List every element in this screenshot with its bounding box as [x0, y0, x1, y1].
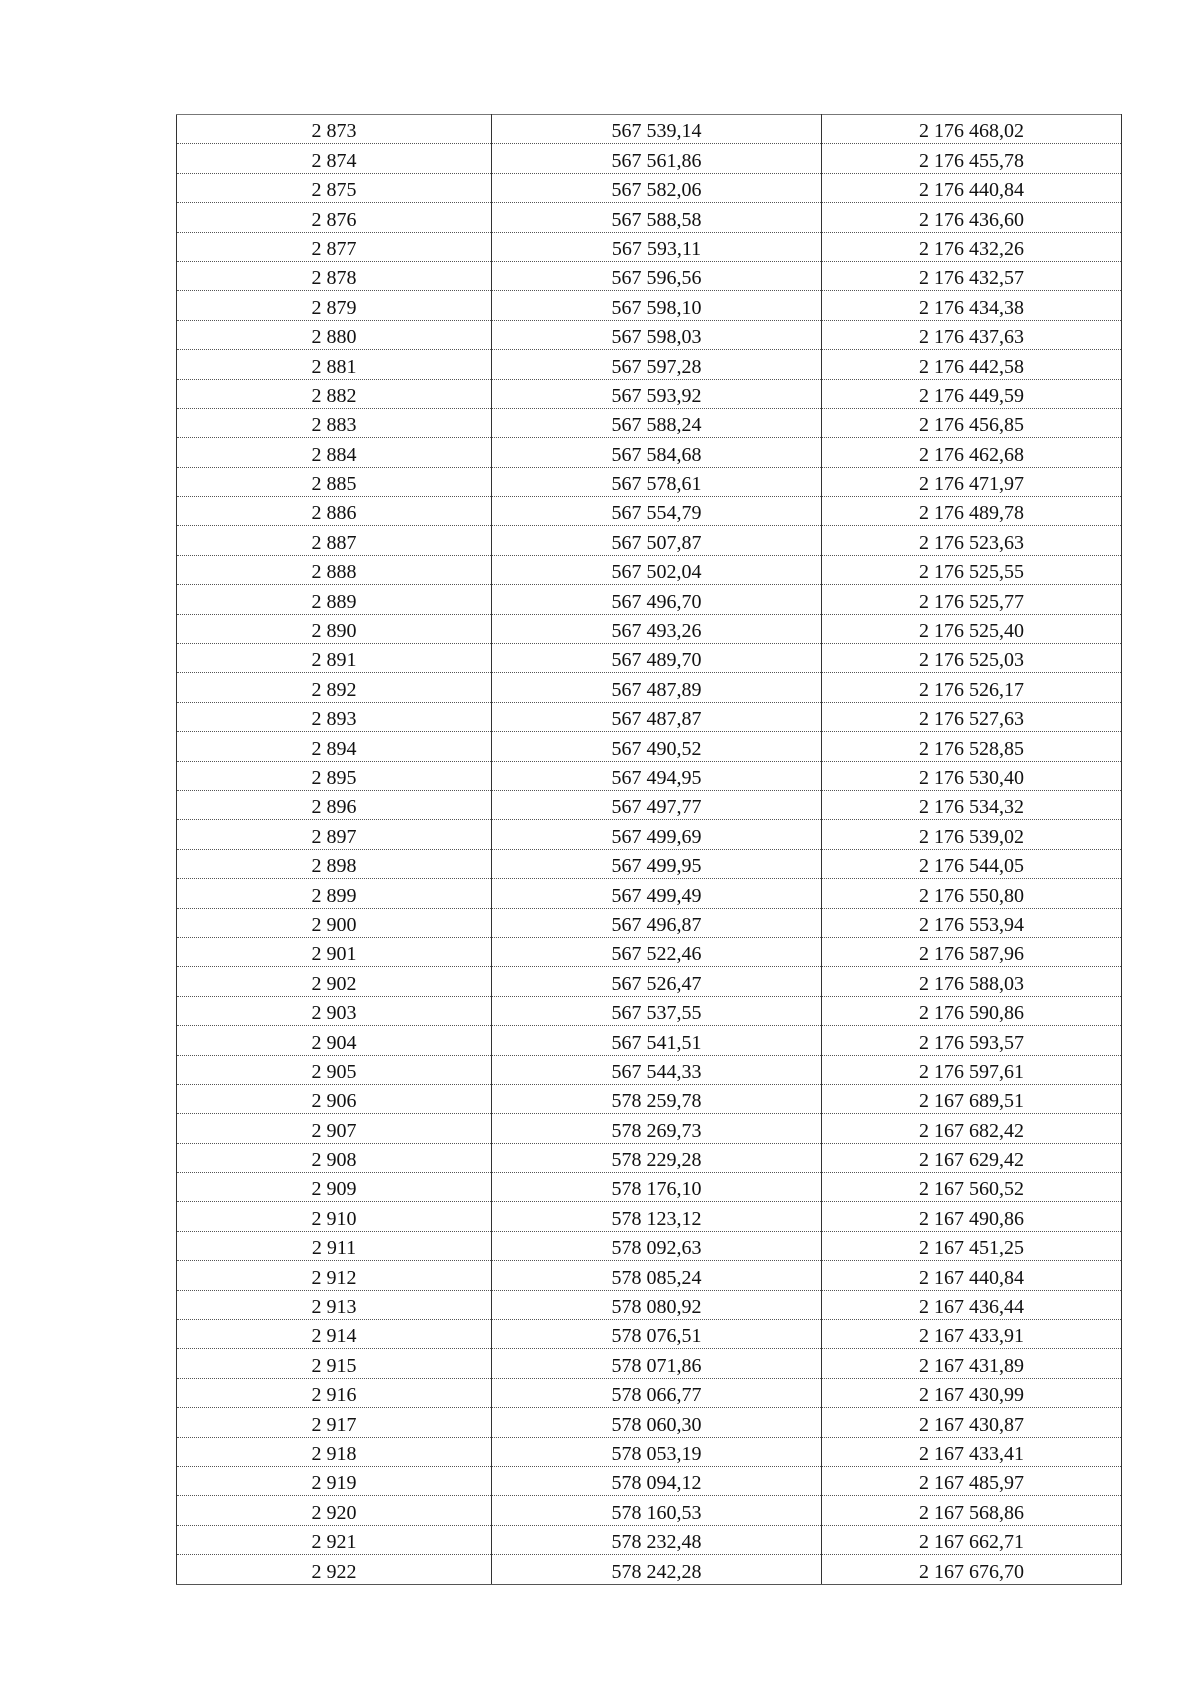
y-coordinate-cell: 2 167 676,70	[822, 1555, 1122, 1584]
table-row	[177, 908, 1122, 937]
point-number-cell: 2 878	[177, 261, 492, 290]
table-row	[177, 555, 1122, 584]
y-coordinate-cell: 2 176 587,96	[822, 937, 1122, 966]
y-coordinate-cell: 2 167 682,42	[822, 1114, 1122, 1143]
y-coordinate-cell: 2 176 525,77	[822, 585, 1122, 614]
y-coordinate-cell: 2 176 436,60	[822, 203, 1122, 232]
point-number-cell: 2 900	[177, 908, 492, 937]
y-coordinate-cell: 2 176 434,38	[822, 291, 1122, 320]
point-number-cell: 2 884	[177, 438, 492, 467]
table-row	[177, 614, 1122, 643]
table-row	[177, 203, 1122, 232]
y-coordinate-cell: 2 167 430,87	[822, 1408, 1122, 1437]
point-number-cell: 2 896	[177, 790, 492, 819]
y-coordinate-cell: 2 176 523,63	[822, 526, 1122, 555]
x-coordinate-cell: 567 578,61	[492, 467, 822, 496]
table-row	[177, 1173, 1122, 1202]
table-row	[177, 408, 1122, 437]
point-number-cell: 2 911	[177, 1231, 492, 1260]
point-number-cell: 2 907	[177, 1114, 492, 1143]
point-number-cell: 2 886	[177, 497, 492, 526]
point-number-cell: 2 918	[177, 1437, 492, 1466]
table-row	[177, 790, 1122, 819]
table-row	[177, 1320, 1122, 1349]
point-number-cell: 2 885	[177, 467, 492, 496]
coordinates-table	[176, 114, 1122, 1585]
table-row	[177, 526, 1122, 555]
y-coordinate-cell: 2 176 527,63	[822, 702, 1122, 731]
x-coordinate-cell: 578 229,28	[492, 1143, 822, 1172]
x-coordinate-cell: 578 085,24	[492, 1261, 822, 1290]
x-coordinate-cell: 567 502,04	[492, 555, 822, 584]
point-number-cell: 2 897	[177, 820, 492, 849]
x-coordinate-cell: 578 160,53	[492, 1496, 822, 1525]
y-coordinate-cell: 2 167 436,44	[822, 1290, 1122, 1319]
x-coordinate-cell: 578 076,51	[492, 1320, 822, 1349]
y-coordinate-cell: 2 176 525,55	[822, 555, 1122, 584]
x-coordinate-cell: 578 123,12	[492, 1202, 822, 1231]
point-number-cell: 2 879	[177, 291, 492, 320]
point-number-cell: 2 892	[177, 673, 492, 702]
y-coordinate-cell: 2 167 451,25	[822, 1231, 1122, 1260]
table-row	[177, 1231, 1122, 1260]
point-number-cell: 2 913	[177, 1290, 492, 1319]
point-number-cell: 2 909	[177, 1173, 492, 1202]
table-row	[177, 1408, 1122, 1437]
coordinates-table-body	[177, 115, 1122, 1585]
point-number-cell: 2 908	[177, 1143, 492, 1172]
x-coordinate-cell: 567 593,11	[492, 232, 822, 261]
x-coordinate-cell: 578 053,19	[492, 1437, 822, 1466]
x-coordinate-cell: 567 584,68	[492, 438, 822, 467]
x-coordinate-cell: 567 598,03	[492, 320, 822, 349]
y-coordinate-cell: 2 176 588,03	[822, 967, 1122, 996]
table-row	[177, 467, 1122, 496]
y-coordinate-cell: 2 167 629,42	[822, 1143, 1122, 1172]
x-coordinate-cell: 567 487,87	[492, 702, 822, 731]
x-coordinate-cell: 567 596,56	[492, 261, 822, 290]
point-number-cell: 2 895	[177, 761, 492, 790]
point-number-cell: 2 889	[177, 585, 492, 614]
table-row	[177, 1202, 1122, 1231]
point-number-cell: 2 888	[177, 555, 492, 584]
point-number-cell: 2 920	[177, 1496, 492, 1525]
y-coordinate-cell: 2 167 485,97	[822, 1466, 1122, 1495]
y-coordinate-cell: 2 176 456,85	[822, 408, 1122, 437]
table-row	[177, 1143, 1122, 1172]
table-row	[177, 1496, 1122, 1525]
x-coordinate-cell: 567 494,95	[492, 761, 822, 790]
x-coordinate-cell: 567 537,55	[492, 996, 822, 1025]
table-row	[177, 1084, 1122, 1113]
x-coordinate-cell: 578 071,86	[492, 1349, 822, 1378]
table-row	[177, 144, 1122, 173]
x-coordinate-cell: 567 539,14	[492, 115, 822, 144]
table-row	[177, 644, 1122, 673]
point-number-cell: 2 877	[177, 232, 492, 261]
x-coordinate-cell: 578 080,92	[492, 1290, 822, 1319]
x-coordinate-cell: 578 066,77	[492, 1378, 822, 1407]
x-coordinate-cell: 578 060,30	[492, 1408, 822, 1437]
x-coordinate-cell: 567 496,87	[492, 908, 822, 937]
x-coordinate-cell: 578 269,73	[492, 1114, 822, 1143]
x-coordinate-cell: 567 507,87	[492, 526, 822, 555]
point-number-cell: 2 910	[177, 1202, 492, 1231]
point-number-cell: 2 876	[177, 203, 492, 232]
table-row	[177, 702, 1122, 731]
y-coordinate-cell: 2 176 530,40	[822, 761, 1122, 790]
point-number-cell: 2 919	[177, 1466, 492, 1495]
x-coordinate-cell: 567 582,06	[492, 173, 822, 202]
table-row	[177, 173, 1122, 202]
x-coordinate-cell: 567 588,24	[492, 408, 822, 437]
point-number-cell: 2 914	[177, 1320, 492, 1349]
point-number-cell: 2 904	[177, 1026, 492, 1055]
point-number-cell: 2 901	[177, 937, 492, 966]
table-row	[177, 761, 1122, 790]
point-number-cell: 2 873	[177, 115, 492, 144]
y-coordinate-cell: 2 176 432,57	[822, 261, 1122, 290]
table-row	[177, 879, 1122, 908]
point-number-cell: 2 916	[177, 1378, 492, 1407]
point-number-cell: 2 874	[177, 144, 492, 173]
table-row	[177, 1466, 1122, 1495]
point-number-cell: 2 903	[177, 996, 492, 1025]
y-coordinate-cell: 2 176 534,32	[822, 790, 1122, 819]
y-coordinate-cell: 2 176 462,68	[822, 438, 1122, 467]
y-coordinate-cell: 2 167 490,86	[822, 1202, 1122, 1231]
x-coordinate-cell: 567 499,69	[492, 820, 822, 849]
table-row	[177, 291, 1122, 320]
x-coordinate-cell: 578 092,63	[492, 1231, 822, 1260]
table-row	[177, 937, 1122, 966]
table-row	[177, 379, 1122, 408]
x-coordinate-cell: 567 554,79	[492, 497, 822, 526]
point-number-cell: 2 921	[177, 1525, 492, 1554]
x-coordinate-cell: 567 487,89	[492, 673, 822, 702]
table-row	[177, 1555, 1122, 1584]
point-number-cell: 2 882	[177, 379, 492, 408]
y-coordinate-cell: 2 176 526,17	[822, 673, 1122, 702]
table-row	[177, 967, 1122, 996]
y-coordinate-cell: 2 176 432,26	[822, 232, 1122, 261]
y-coordinate-cell: 2 167 430,99	[822, 1378, 1122, 1407]
x-coordinate-cell: 567 561,86	[492, 144, 822, 173]
x-coordinate-cell: 567 597,28	[492, 350, 822, 379]
y-coordinate-cell: 2 176 544,05	[822, 849, 1122, 878]
x-coordinate-cell: 567 598,10	[492, 291, 822, 320]
point-number-cell: 2 887	[177, 526, 492, 555]
y-coordinate-cell: 2 176 597,61	[822, 1055, 1122, 1084]
y-coordinate-cell: 2 167 440,84	[822, 1261, 1122, 1290]
y-coordinate-cell: 2 176 489,78	[822, 497, 1122, 526]
table-row	[177, 673, 1122, 702]
x-coordinate-cell: 567 490,52	[492, 732, 822, 761]
table-row	[177, 261, 1122, 290]
y-coordinate-cell: 2 167 433,91	[822, 1320, 1122, 1349]
y-coordinate-cell: 2 167 689,51	[822, 1084, 1122, 1113]
table-row	[177, 849, 1122, 878]
table-row	[177, 1290, 1122, 1319]
y-coordinate-cell: 2 167 568,86	[822, 1496, 1122, 1525]
y-coordinate-cell: 2 167 560,52	[822, 1173, 1122, 1202]
table-row	[177, 820, 1122, 849]
x-coordinate-cell: 567 593,92	[492, 379, 822, 408]
x-coordinate-cell: 567 497,77	[492, 790, 822, 819]
x-coordinate-cell: 567 522,46	[492, 937, 822, 966]
y-coordinate-cell: 2 176 539,02	[822, 820, 1122, 849]
table-row	[177, 1261, 1122, 1290]
table-row	[177, 320, 1122, 349]
x-coordinate-cell: 567 499,49	[492, 879, 822, 908]
x-coordinate-cell: 567 544,33	[492, 1055, 822, 1084]
y-coordinate-cell: 2 176 525,40	[822, 614, 1122, 643]
point-number-cell: 2 912	[177, 1261, 492, 1290]
x-coordinate-cell: 578 259,78	[492, 1084, 822, 1113]
y-coordinate-cell: 2 176 437,63	[822, 320, 1122, 349]
point-number-cell: 2 915	[177, 1349, 492, 1378]
x-coordinate-cell: 567 588,58	[492, 203, 822, 232]
table-row	[177, 996, 1122, 1025]
y-coordinate-cell: 2 176 468,02	[822, 115, 1122, 144]
x-coordinate-cell: 567 541,51	[492, 1026, 822, 1055]
y-coordinate-cell: 2 167 431,89	[822, 1349, 1122, 1378]
point-number-cell: 2 902	[177, 967, 492, 996]
table-row	[177, 438, 1122, 467]
y-coordinate-cell: 2 176 553,94	[822, 908, 1122, 937]
point-number-cell: 2 891	[177, 644, 492, 673]
point-number-cell: 2 898	[177, 849, 492, 878]
point-number-cell: 2 917	[177, 1408, 492, 1437]
y-coordinate-cell: 2 167 662,71	[822, 1525, 1122, 1554]
point-number-cell: 2 875	[177, 173, 492, 202]
x-coordinate-cell: 567 489,70	[492, 644, 822, 673]
table-row	[177, 585, 1122, 614]
y-coordinate-cell: 2 176 455,78	[822, 144, 1122, 173]
x-coordinate-cell: 567 493,26	[492, 614, 822, 643]
y-coordinate-cell: 2 176 525,03	[822, 644, 1122, 673]
y-coordinate-cell: 2 176 440,84	[822, 173, 1122, 202]
table-row	[177, 1349, 1122, 1378]
table-row	[177, 1055, 1122, 1084]
x-coordinate-cell: 567 526,47	[492, 967, 822, 996]
table-row	[177, 1525, 1122, 1554]
point-number-cell: 2 906	[177, 1084, 492, 1113]
y-coordinate-cell: 2 176 449,59	[822, 379, 1122, 408]
table-row	[177, 497, 1122, 526]
point-number-cell: 2 880	[177, 320, 492, 349]
point-number-cell: 2 881	[177, 350, 492, 379]
table-row	[177, 1114, 1122, 1143]
y-coordinate-cell: 2 167 433,41	[822, 1437, 1122, 1466]
point-number-cell: 2 899	[177, 879, 492, 908]
y-coordinate-cell: 2 176 471,97	[822, 467, 1122, 496]
table-row	[177, 1437, 1122, 1466]
point-number-cell: 2 883	[177, 408, 492, 437]
table-row	[177, 1026, 1122, 1055]
point-number-cell: 2 890	[177, 614, 492, 643]
x-coordinate-cell: 567 496,70	[492, 585, 822, 614]
x-coordinate-cell: 567 499,95	[492, 849, 822, 878]
table-row	[177, 115, 1122, 144]
x-coordinate-cell: 578 094,12	[492, 1466, 822, 1495]
point-number-cell: 2 893	[177, 702, 492, 731]
y-coordinate-cell: 2 176 442,58	[822, 350, 1122, 379]
x-coordinate-cell: 578 176,10	[492, 1173, 822, 1202]
y-coordinate-cell: 2 176 590,86	[822, 996, 1122, 1025]
x-coordinate-cell: 578 242,28	[492, 1555, 822, 1584]
x-coordinate-cell: 578 232,48	[492, 1525, 822, 1554]
table-row	[177, 1378, 1122, 1407]
table-row	[177, 350, 1122, 379]
point-number-cell: 2 905	[177, 1055, 492, 1084]
table-row	[177, 732, 1122, 761]
point-number-cell: 2 894	[177, 732, 492, 761]
y-coordinate-cell: 2 176 593,57	[822, 1026, 1122, 1055]
table-row	[177, 232, 1122, 261]
y-coordinate-cell: 2 176 528,85	[822, 732, 1122, 761]
y-coordinate-cell: 2 176 550,80	[822, 879, 1122, 908]
point-number-cell: 2 922	[177, 1555, 492, 1584]
